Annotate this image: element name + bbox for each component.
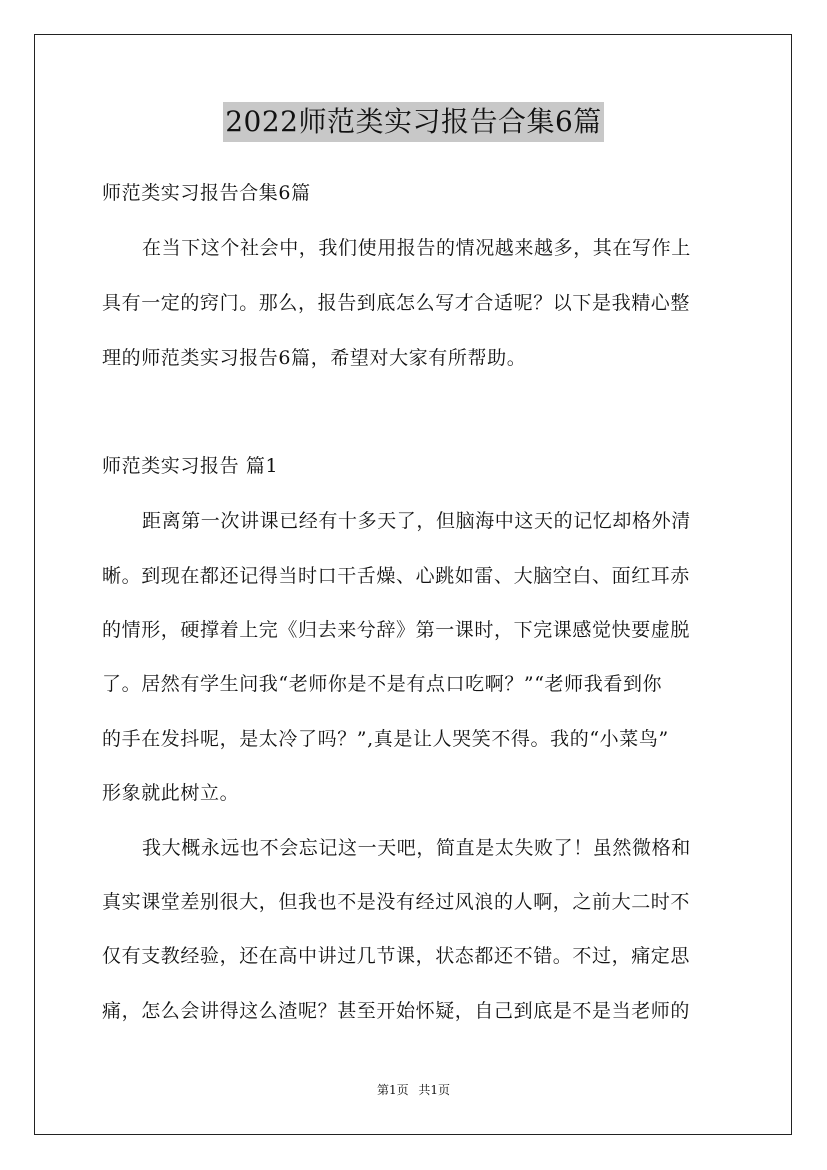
document-title: 2022师范类实习报告合集6篇: [223, 102, 604, 142]
intro-line: 在当下这个社会中，我们使用报告的情况越来越多，其在写作上: [142, 237, 691, 259]
paragraph-line: 的情形，硬撑着上完《归去来兮辞》第一课时，下完课感觉快要虚脱: [102, 619, 691, 641]
document-subtitle: 师范类实习报告合集6篇: [102, 182, 311, 204]
paragraph-line: 形象就此树立。: [102, 782, 240, 804]
page-footer: [0, 1082, 827, 1098]
page-number: 第1页: [376, 1083, 409, 1097]
intro-line: 理的师范类实习报告6篇，希望对大家有所帮助。: [102, 347, 527, 369]
intro-line: 具有一定的窍门。那么，报告到底怎么写才合适呢？以下是我精心整: [102, 292, 691, 314]
page-total: 共1页: [418, 1083, 451, 1097]
section-heading: 师范类实习报告 篇1: [102, 455, 279, 477]
paragraph-line: 仅有支教经验，还在高中讲过几节课，状态都还不错。不过，痛定思: [102, 945, 691, 967]
paragraph-line: 真实课堂差别很大，但我也不是没有经过风浪的人啊，之前大二时不: [102, 891, 691, 913]
paragraph-line: 距离第一次讲课已经有十多天了，但脑海中这天的记忆却格外清: [142, 510, 691, 532]
paragraph-line: 了。居然有学生问我“老师你是不是有点口吃啊？”“老师我看到你: [102, 673, 663, 695]
title-container: [0, 102, 827, 142]
paragraph-line: 晰。到现在都还记得当时口干舌燥、心跳如雷、大脑空白、面红耳赤: [102, 565, 691, 587]
paragraph-line: 痛，怎么会讲得这么渣呢？甚至开始怀疑，自己到底是不是当老师的: [102, 1000, 691, 1022]
paragraph-line: 我大概永远也不会忘记这一天吧，简直是太失败了！虽然微格和: [142, 837, 691, 859]
paragraph-line: 的手在发抖呢，是太冷了吗？”,真是让人哭笑不得。我的“小菜鸟”: [102, 728, 669, 750]
